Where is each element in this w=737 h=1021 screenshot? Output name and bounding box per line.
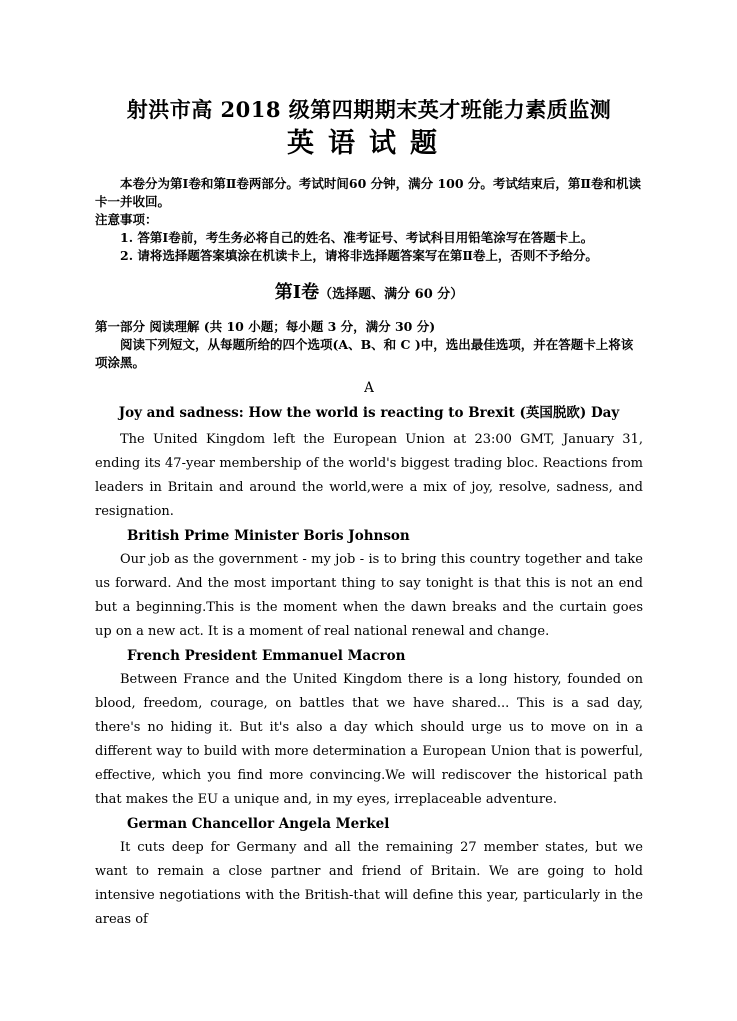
note-item-1: 1. 答第Ⅰ卷前，考生务必将自己的姓名、准考证号、考试科目用铅笔涂写在答题卡上。 — [120, 230, 594, 245]
speaker-quote: Between France and the United Kingdom there is a long history, founded on blood, freedom, courage, on battles that we have shared... This is a sad day, there's no hiding it. But it's also a day which should urge us to move on in a different way to build with more determination a European Union that is powerful, effective, which you find more convincing.We will rediscover the historical path that makes the EU a unique and, in my eyes, irreplaceable adventure. — [95, 672, 643, 807]
exam-intro: 本卷分为第Ⅰ卷和第Ⅱ卷两部分。考试时间60 分钟，满分 100 分。考试结束后，第Ⅱ卷和机读卡一并收回。 — [95, 176, 641, 209]
section-title — [95, 281, 643, 307]
notes-label: 注意事项： — [95, 212, 158, 227]
section-name: 第Ⅰ卷 — [274, 282, 320, 303]
speaker-quote: Our job as the government - my job - is to bring this country together and take us forward. And the most important thing to say tonight is that this is not an end but a beginning.This is the moment when the dawn breaks and the curtain goes up on a new act. It is a moment of real national renewal and change. — [95, 552, 643, 639]
section-subtitle: （选择题、满分 60 分） — [319, 287, 464, 302]
speaker-quote: It cuts deep for Germany and all the remaining 27 member states, but we want to remain a close partner and friend of Britain. We are going to hold intensive negotiations with the British-that will define this year, particularly in the areas of — [95, 840, 643, 927]
exam-title: 射洪市高 2018 级第四期期末英才班能力素质监测 — [126, 97, 612, 122]
part-heading: 第一部分 阅读理解 (共 10 小题；每小题 3 分，满分 30 分) — [95, 319, 436, 334]
speaker-name: French President Emmanuel Macron — [127, 648, 406, 664]
speaker-name: British Prime Minister Boris Johnson — [127, 528, 410, 544]
speaker-name: German Chancellor Angela Merkel — [127, 816, 390, 832]
passage-title: Joy and sadness: How the world is reacting to Brexit (英国脱欧) Day — [118, 405, 620, 421]
exam-page — [95, 95, 643, 932]
passage-intro: The United Kingdom left the European Union at 23:00 GMT, January 31, ending its 47-year membership of the world's biggest trading bloc. Reactions from leaders in Britain and around the world,were a mix of joy, resolve, sadness, and resignation. — [95, 432, 643, 519]
part-directions: 阅读下列短文，从每题所给的四个选项(A、B、和 C )中，选出最佳选项，并在答题卡上将该项涂黑。 — [95, 337, 634, 370]
passage-letter: A — [364, 380, 374, 396]
subject-title: 英语试题 — [287, 128, 451, 159]
note-item-2: 2. 请将选择题答案填涂在机读卡上，请将非选择题答案写在第Ⅱ卷上，否则不予给分。 — [120, 248, 598, 263]
